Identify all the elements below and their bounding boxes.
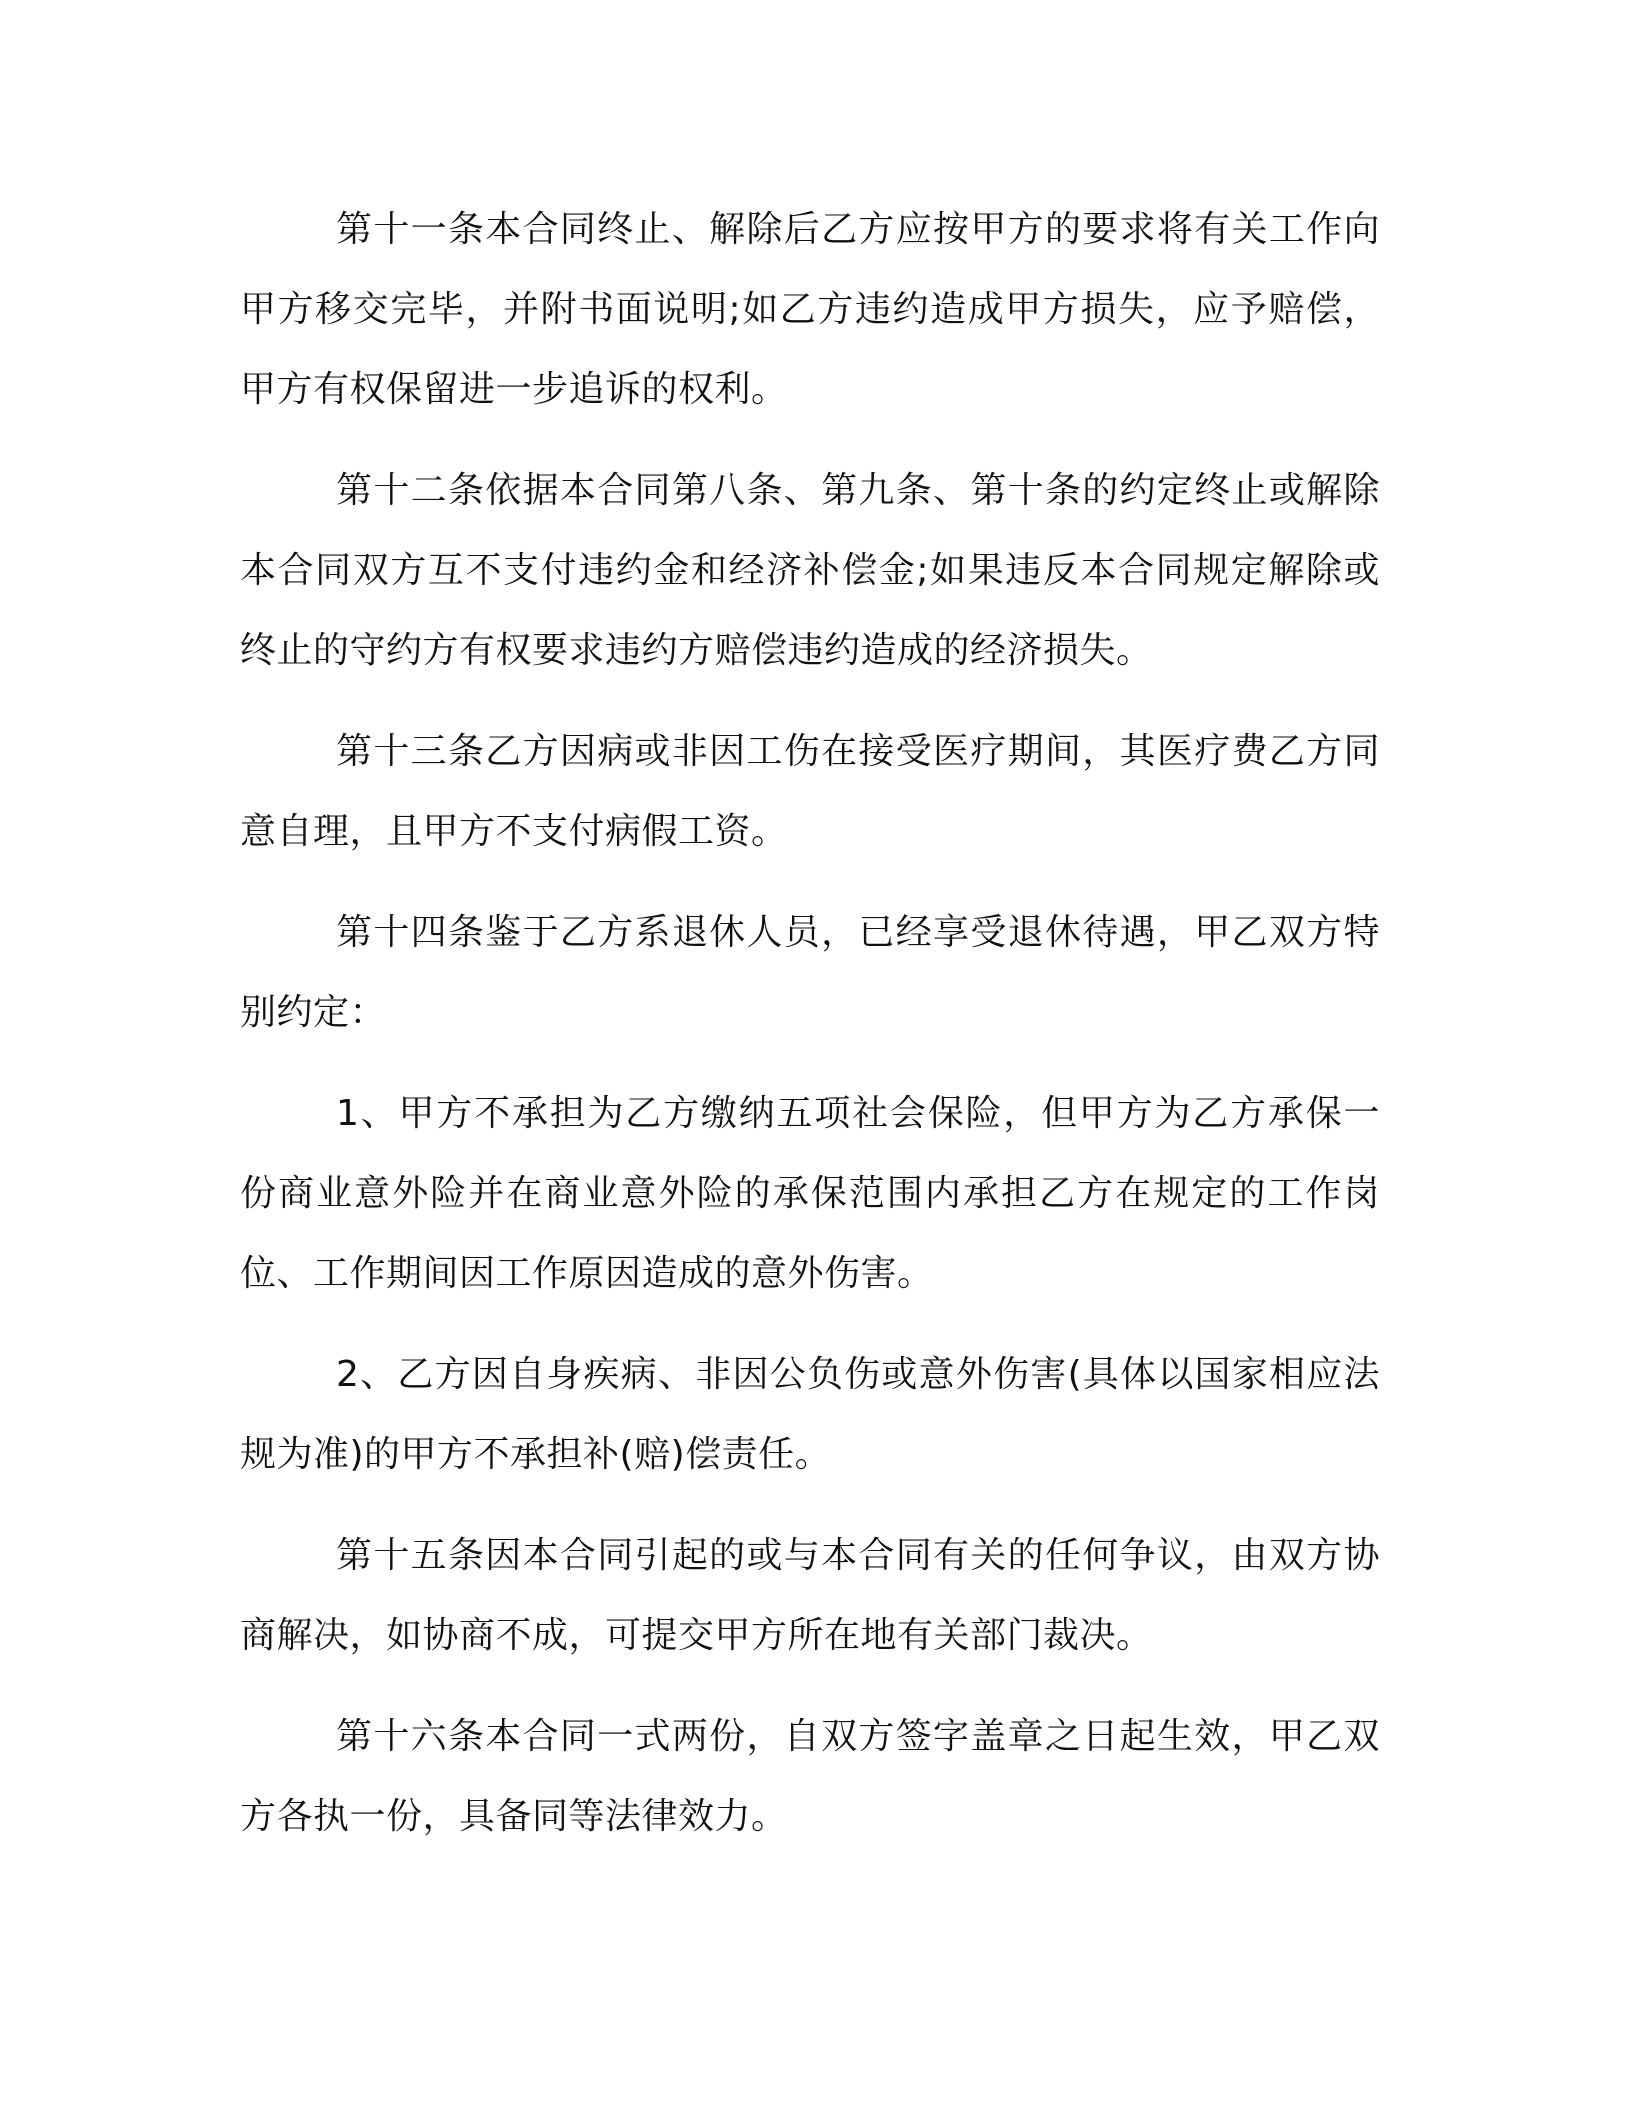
clause-12: 第十二条依据本合同第八条、第九条、第十条的约定终止或解除本合同双方互不支付违约金和经济补偿金;如果违反本合同规定解除或终止的守约方有权要求违约方赔偿违约造成的经济损失。 <box>240 470 1380 671</box>
clause-14-item-1: 1、甲方不承担为乙方缴纳五项社会保险，但甲方为乙方承保一份商业意外险并在商业意外险的承保范围内承担乙方在规定的工作岗位、工作期间因工作原因造成的意外伤害。 <box>240 1093 1380 1294</box>
clause-16: 第十六条本合同一式两份，自双方签字盖章之日起生效，甲乙双方各执一份，具备同等法律效力。 <box>240 1716 1380 1837</box>
clause-11: 第十一条本合同终止、解除后乙方应按甲方的要求将有关工作向甲方移交完毕，并附书面说明;如乙方违约造成甲方损失，应予赔偿，甲方有权保留进一步追诉的权利。 <box>240 209 1380 410</box>
clause-15: 第十五条因本合同引起的或与本合同有关的任何争议，由双方协商解决，如协商不成，可提交甲方所在地有关部门裁决。 <box>240 1535 1380 1656</box>
document-body <box>240 190 1380 1878</box>
clause-14-item-2: 2、乙方因自身疾病、非因公负伤或意外伤害(具体以国家相应法规为准)的甲方不承担补(赔)偿责任。 <box>240 1354 1380 1475</box>
clause-13: 第十三条乙方因病或非因工伤在接受医疗期间，其医疗费乙方同意自理，且甲方不支付病假工资。 <box>240 731 1380 852</box>
clause-14: 第十四条鉴于乙方系退休人员，已经享受退休待遇，甲乙双方特别约定： <box>240 912 1380 1033</box>
